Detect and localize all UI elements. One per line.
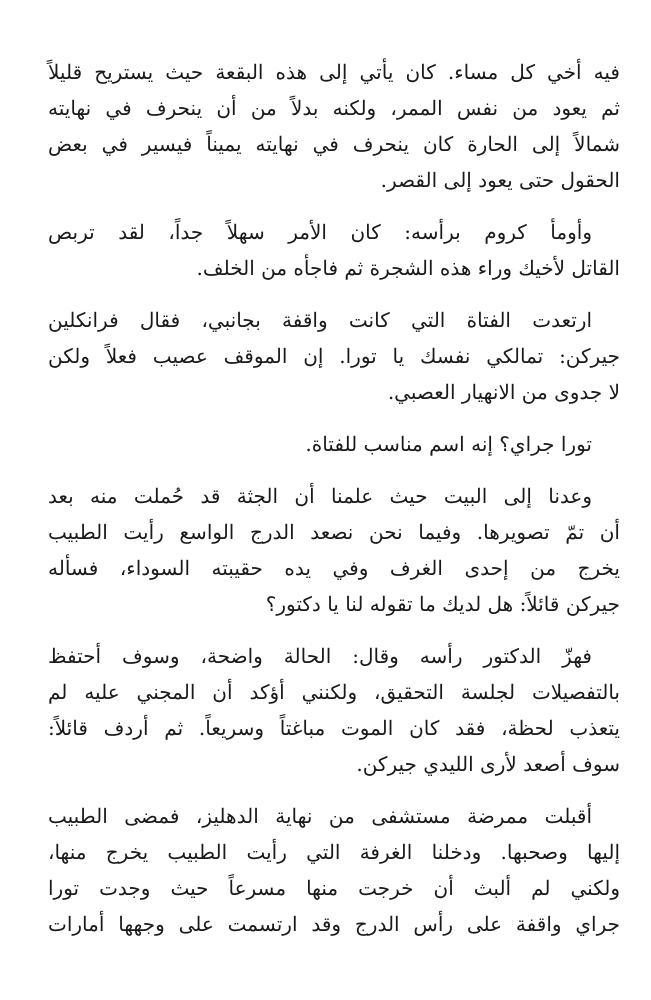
text-line: يتعذب لحظة، فقد كان الموت مباغتاً وسريعاً. ثم أردف قائلاً: [48, 716, 620, 740]
text-line: أن تمّ تصويرها. وفيما نحن نصعد الدرج الواسع رأيت الطبيب [48, 520, 620, 544]
text-line: يخرج من إحدى الغرف وفي يده حقيبته السوداء، فسأله [48, 556, 620, 580]
paragraph-4 [48, 426, 620, 462]
text-line: فيه أخي كل مساء. كان يأتي إلى هذه البقعة حيث يستريح قليلاً [48, 60, 620, 84]
paragraph-5 [48, 478, 620, 622]
text-line: سوف أصعد لأرى الليدي جيركن. [356, 752, 620, 776]
text-line: فهزّ الدكتور رأسه وقال: الحالة واضحة، وسوف أحتفظ [48, 644, 592, 668]
book-page [48, 54, 620, 958]
text-line: وعدنا إلى البيت حيث علمنا أن الجثة قد حُملت منه بعد [48, 484, 592, 508]
text-line: ثم يعود من نفس الممر، ولكنه بدلاً من أن ينحرف في نهايته [48, 96, 620, 120]
text-line: لا جدوى من الانهيار العصبي. [387, 380, 620, 404]
paragraph-7 [48, 798, 620, 942]
text-line: أقبلت ممرضة مستشفى من نهاية الدهليز، فمضى الطبيب [48, 804, 592, 828]
text-line: تورا جراي؟ إنه اسم مناسب للفتاة. [305, 432, 592, 456]
text-line: إليها وصحبها. ودخلنا الغرفة التي رأيت الطبيب يخرج منها، [48, 840, 620, 864]
paragraph-2 [48, 214, 620, 286]
text-line: جيركن قائلاً: هل لديك ما تقوله لنا يا دكتور؟ [265, 592, 620, 616]
text-line: بالتفصيلات لجلسة التحقيق، ولكنني أؤكد أن المجني عليه لم [48, 680, 620, 704]
text-line: وأومأ كروم برأسه: كان الأمر سهلاً جداً، لقد تربص [48, 220, 592, 244]
text-line: جيركن: تمالكي نفسك يا تورا. إن الموقف عصيب فعلاً ولكن [48, 344, 620, 368]
text-line: الحقول حتى يعود إلى القصر. [380, 168, 620, 192]
text-line: ولكني لم ألبث أن خرجت منها مسرعاً حيث وجدت تورا [48, 876, 620, 900]
text-line: شمالاً إلى الحارة كان ينحرف في نهايته يميناً فيسير في بعض [48, 132, 620, 156]
text-line: ارتعدت الفتاة التي كانت واقفة بجانبي، فقال فرانكلين [48, 308, 592, 332]
paragraph-6 [48, 638, 620, 782]
paragraph-3 [48, 302, 620, 410]
text-line: القاتل لأخيك وراء هذه الشجرة ثم فاجأه من الخلف. [196, 256, 620, 280]
text-line: جراي واقفة على رأس الدرج وقد ارتسمت على وجهها أمارات [48, 912, 620, 936]
paragraph-1 [48, 54, 620, 198]
